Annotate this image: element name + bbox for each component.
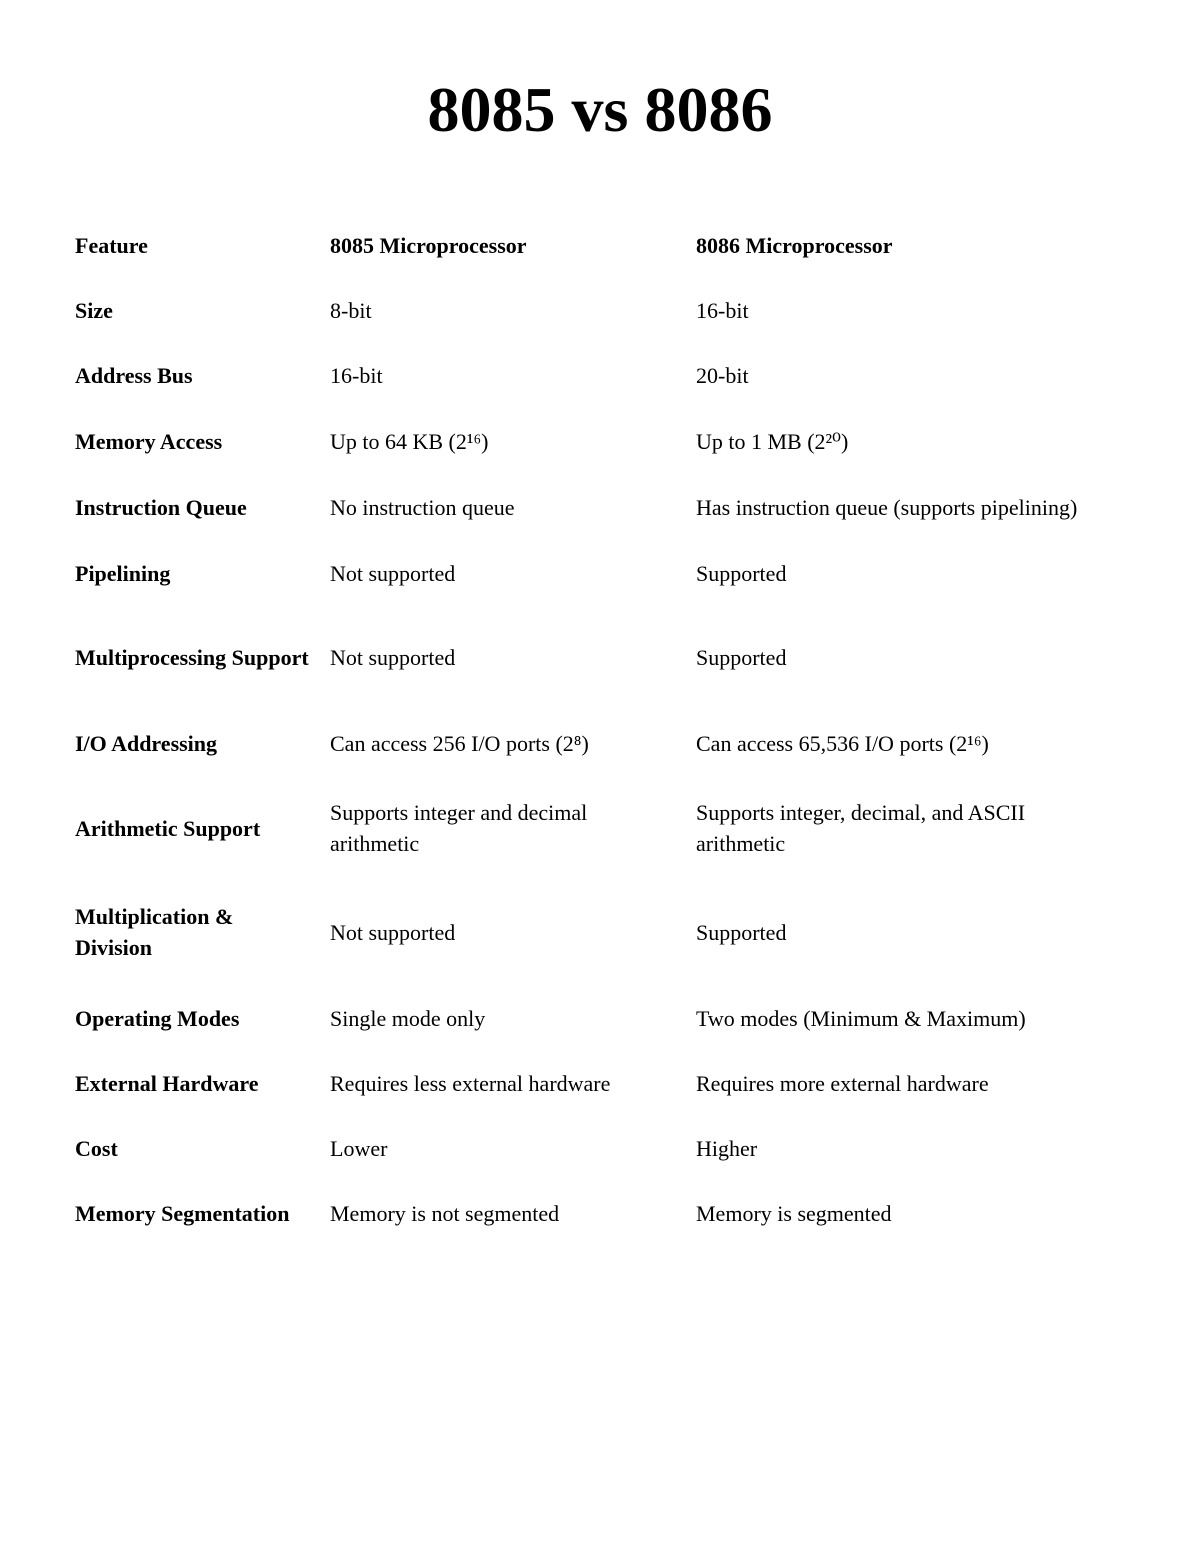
cell-8085: 16-bit xyxy=(330,363,383,388)
cell-8086: Higher xyxy=(696,1136,758,1161)
cell-8086: 16-bit xyxy=(696,298,749,323)
cell-8085: Memory is not segmented xyxy=(330,1201,560,1226)
table-row xyxy=(75,1068,1155,1099)
cell-8086: Up to 1 MB (2²⁰) xyxy=(696,429,849,454)
cell-8085: Can access 256 I/O ports (2⁸) xyxy=(330,731,589,756)
table-row xyxy=(75,1003,1155,1034)
cell-8085: Single mode only xyxy=(330,1006,486,1031)
cell-8086: Supported xyxy=(696,645,787,670)
page-title: 8085 vs 8086 xyxy=(427,74,773,145)
table-row xyxy=(75,492,1155,523)
header-feature: Feature xyxy=(75,233,148,258)
cell-8086: Can access 65,536 I/O ports (2¹⁶) xyxy=(696,731,989,756)
table-row xyxy=(75,728,1155,759)
table-row xyxy=(75,797,1155,859)
feature-cell: Arithmetic Support xyxy=(75,815,261,841)
cell-8085: Lower xyxy=(330,1136,388,1161)
table-header-row xyxy=(75,230,1155,261)
table-row xyxy=(75,901,1155,963)
cell-8085: Supports integer and decimal arithmetic xyxy=(330,800,588,856)
feature-cell: Memory Access xyxy=(75,429,223,454)
cell-8086: Memory is segmented xyxy=(696,1201,892,1226)
cell-8086: Supported xyxy=(696,561,787,586)
table-row xyxy=(75,360,1155,391)
feature-cell: Multiplication & Division xyxy=(75,904,234,960)
header-8085: 8085 Microprocessor xyxy=(330,233,527,258)
table-row xyxy=(75,642,1155,673)
table-row xyxy=(75,558,1155,589)
feature-cell: Address Bus xyxy=(75,363,193,388)
feature-cell: Size xyxy=(75,298,113,323)
table-row xyxy=(75,1198,1155,1229)
cell-8085: Not supported xyxy=(330,645,456,670)
cell-8086: Supported xyxy=(696,919,787,945)
cell-8085: Up to 64 KB (2¹⁶) xyxy=(330,429,489,454)
table-row xyxy=(75,1133,1155,1164)
feature-cell: Pipelining xyxy=(75,561,171,586)
cell-8086: 20-bit xyxy=(696,363,749,388)
cell-8085: Requires less external hardware xyxy=(330,1071,611,1096)
cell-8086: Requires more external hardware xyxy=(696,1071,989,1096)
feature-cell: I/O Addressing xyxy=(75,731,218,756)
feature-cell: Cost xyxy=(75,1136,118,1161)
cell-8085: 8-bit xyxy=(330,298,372,323)
cell-8085: Not supported xyxy=(330,561,456,586)
feature-cell: Instruction Queue xyxy=(75,495,247,520)
feature-cell: Operating Modes xyxy=(75,1006,240,1031)
header-8086: 8086 Microprocessor xyxy=(696,233,893,258)
feature-cell: Memory Segmentation xyxy=(75,1201,290,1226)
feature-cell: External Hardware xyxy=(75,1071,259,1096)
cell-8086: Two modes (Minimum & Maximum) xyxy=(696,1006,1026,1031)
cell-8085: Not supported xyxy=(330,919,456,945)
feature-cell: Multiprocessing Support xyxy=(75,645,309,670)
table-row xyxy=(75,426,1155,457)
cell-8086: Has instruction queue (supports pipelining) xyxy=(696,495,1078,520)
table-row xyxy=(75,295,1155,326)
cell-8085: No instruction queue xyxy=(330,495,515,520)
cell-8086: Supports integer, decimal, and ASCII arithmetic xyxy=(696,800,1026,856)
